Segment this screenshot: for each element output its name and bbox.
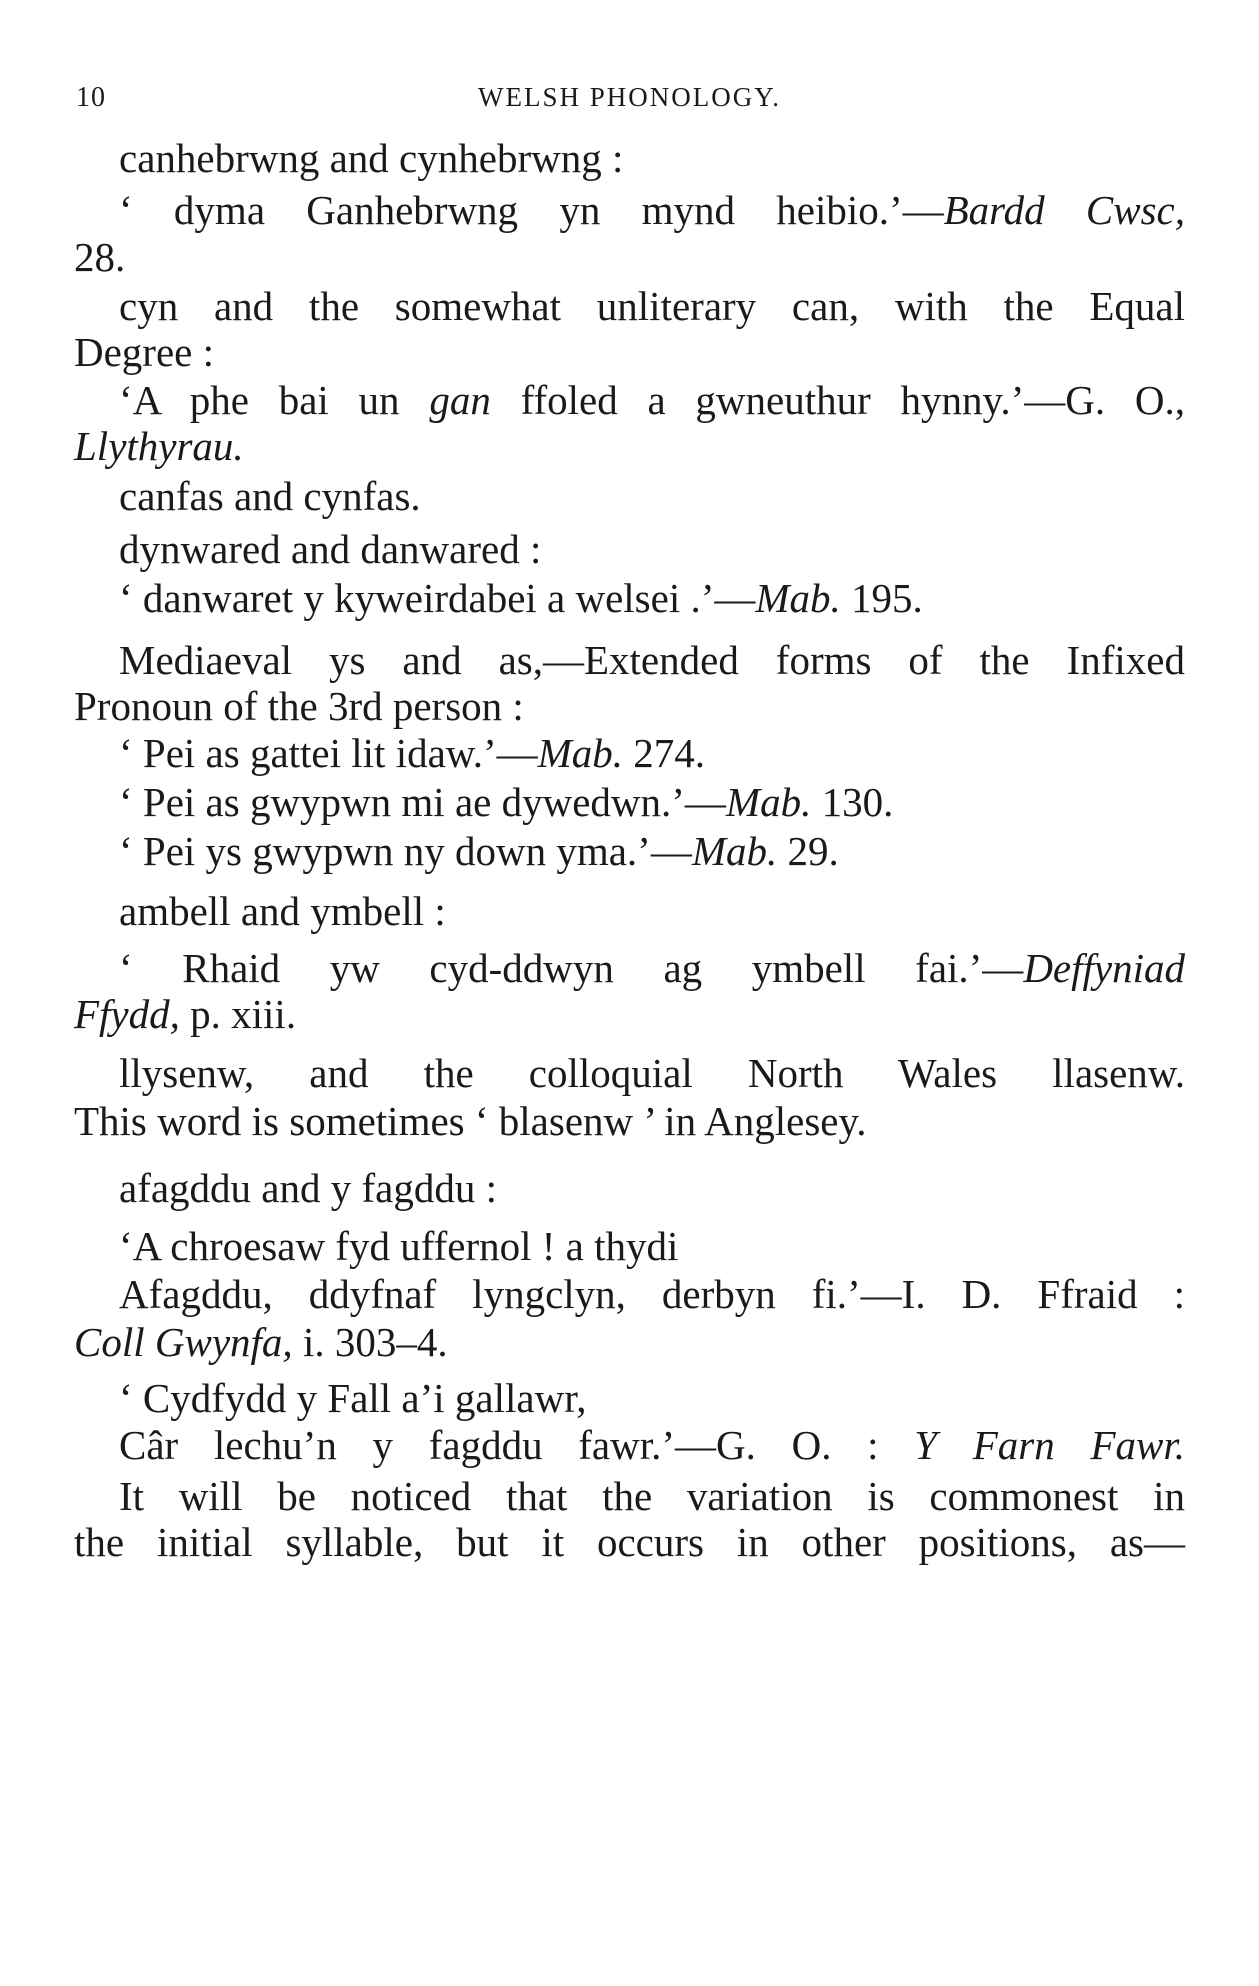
text-line: the initial syllable, but it occurs in other positions, as— (74, 1519, 1185, 1565)
text-line: dynwared and danwared : (119, 526, 542, 572)
quote-line: ‘ Rhaid yw cyd-ddwyn ag ymbell fai.’—Deffyniad (119, 945, 1185, 991)
citation-line: Llythyrau. (74, 423, 244, 469)
verse-line: Câr lechu’n y fagddu fawr.’—G. O. : Y Farn Fawr. (119, 1422, 1186, 1468)
verse-line: ‘ Cydfydd y Fall a’i gallawr, (119, 1375, 587, 1421)
quote-line: ‘ dyma Ganhebrwng yn mynd heibio.’—Bardd Cwsc, (119, 187, 1185, 233)
text-line: ambell and ymbell : (119, 888, 446, 934)
page-number: 10 (76, 82, 106, 113)
quote-line: ‘ Pei as gattei lit idaw.’—Mab. 274. (119, 730, 706, 776)
text-line: This word is sometimes ‘ blasenw ’ in Anglesey. (74, 1098, 867, 1144)
verse-line: ‘A chroesaw fyd uffernol ! a thydi (119, 1223, 679, 1269)
text-line: It will be noticed that the variation is commonest in (119, 1473, 1185, 1519)
text-line: canfas and cynfas. (119, 473, 421, 519)
quote-line: ‘ danwaret y kyweirdabei a welsei .’—Mab. 195. (119, 575, 923, 621)
citation-line: Ffydd, p. xiii. (74, 991, 297, 1037)
text-line: afagddu and y fagddu : (119, 1165, 497, 1211)
citation-line: Coll Gwynfa, i. 303–4. (74, 1319, 448, 1365)
text-line: Pronoun of the 3rd person : (74, 683, 524, 729)
text-line: llysenw, and the colloquial North Wales llasenw. (119, 1050, 1185, 1096)
text-line: 28. (74, 234, 126, 280)
text-line: cyn and the somewhat unliterary can, with the Equal (119, 283, 1185, 329)
text-line: canhebrwng and cynhebrwng : (119, 135, 624, 181)
page-header (76, 82, 1183, 122)
running-title: WELSH PHONOLOGY. (477, 82, 781, 112)
quote-line: ‘ Pei ys gwypwn ny down yma.’—Mab. 29. (119, 828, 839, 874)
verse-line: Afagddu, ddyfnaf lyngclyn, derbyn fi.’—I. D. Ffraid : (119, 1271, 1185, 1317)
quote-line: ‘A phe bai un gan ffoled a gwneuthur hynny.’—G. O., (119, 377, 1185, 423)
quote-line: ‘ Pei as gwypwn mi ae dywedwn.’—Mab. 130. (119, 779, 894, 825)
text-line: Mediaeval ys and as,—Extended forms of the Infixed (119, 637, 1185, 683)
text-line: Degree : (74, 329, 214, 375)
